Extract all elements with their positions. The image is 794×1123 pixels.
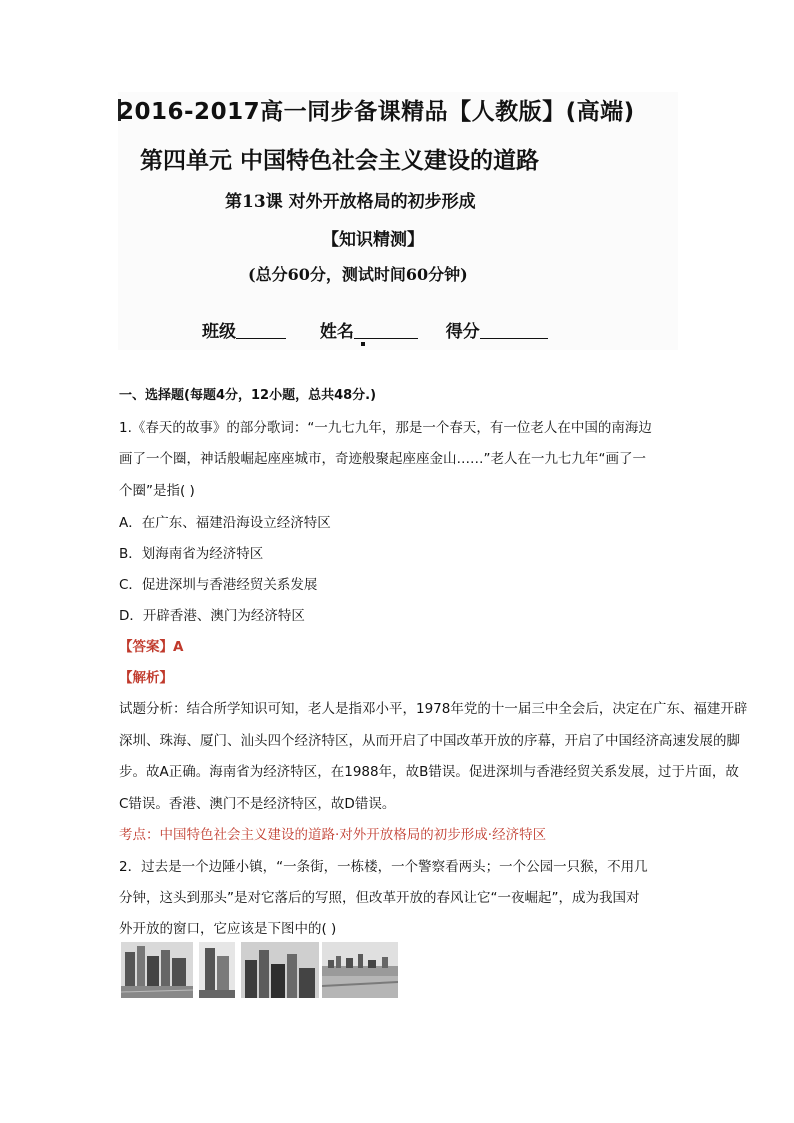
q2-stem-line-3: 外开放的窗口，它应该是下图中的( ): [119, 921, 337, 937]
q1-stem-line-3: 个圈”是指( ): [119, 483, 195, 499]
q2-stem-line-1: 2．过去是一个边陲小镇，“一条街，一栋楼，一个警察看两头；一个公园一只猴，不用几: [119, 859, 648, 875]
q1-option-d: D．开辟香港、澳门为经济特区: [119, 608, 305, 624]
analysis-line-4: C错误。香港、澳门不是经济特区，故D错误。: [119, 796, 396, 812]
score-blank[interactable]: [480, 322, 548, 339]
name-blank[interactable]: [354, 322, 418, 339]
city-photo-3[interactable]: [241, 942, 319, 998]
q1-option-a: A．在广东、福建沿海设立经济特区: [119, 515, 331, 531]
header-banner: [118, 92, 678, 350]
q1-option-c: C．促进深圳与香港经贸关系发展: [119, 577, 318, 593]
lesson-title: 第13课 对外开放格局的初步形成: [225, 192, 476, 212]
city-photo-1[interactable]: [121, 942, 193, 998]
q1-option-b: B．划海南省为经济特区: [119, 546, 264, 562]
answer-value: A: [173, 639, 184, 655]
knowledge-point: 考点：中国特色社会主义建设的道路·对外开放格局的初步形成·经济特区: [119, 827, 547, 843]
score-info: (总分60分，测试时间60分钟): [248, 265, 468, 284]
section-title: 一、选择题(每题4分，12小题，总共48分.): [119, 388, 377, 403]
analysis-line-1: 试题分析：结合所学知识可知，老人是指邓小平，1978年党的十一届三中全会后，决定在广东、福建开辟: [119, 701, 748, 717]
series-title: 2016-2017高一同步备课精品【人教版】(高端): [118, 99, 635, 125]
score-label: 得分: [445, 322, 480, 342]
unit-title: 第四单元 中国特色社会主义建设的道路: [140, 147, 540, 174]
q1-answer: [119, 635, 183, 655]
class-blank[interactable]: [236, 322, 286, 339]
q2-stem-line-2: 分钟，这头到那头”是对它落后的写照，但改革开放的春风让它“一夜崛起”，成为我国对: [119, 890, 640, 906]
analysis-line-3: 步。故A正确。海南省为经济特区，在1988年，故B错误。促进深圳与香港经贸关系发展，过于片面，故: [119, 764, 739, 780]
name-label: 姓名: [319, 322, 354, 342]
answer-label: 【答案】: [119, 639, 173, 655]
analysis-label: 【解析】: [119, 670, 173, 686]
city-photo-2[interactable]: [199, 942, 235, 998]
q1-stem-line-2: 画了一个圈，神话般崛起座座城市，奇迹般聚起座座金山……”老人在一九七九年“画了一: [119, 451, 646, 467]
class-label: 班级: [202, 322, 236, 342]
analysis-line-2: 深圳、珠海、厦门、汕头四个经济特区，从而开启了中国改革开放的序幕，开启了中国经济高速发展的脚: [119, 733, 740, 749]
q1-stem-line-1: 1.《春天的故事》的部分歌词：“一九七九年，那是一个春天，有一位老人在中国的南海边: [119, 420, 652, 436]
section-tag: 【知识精测】: [322, 230, 424, 250]
student-fields: [202, 317, 548, 342]
dot-mark: [361, 342, 365, 346]
city-photo-4[interactable]: [322, 942, 398, 998]
